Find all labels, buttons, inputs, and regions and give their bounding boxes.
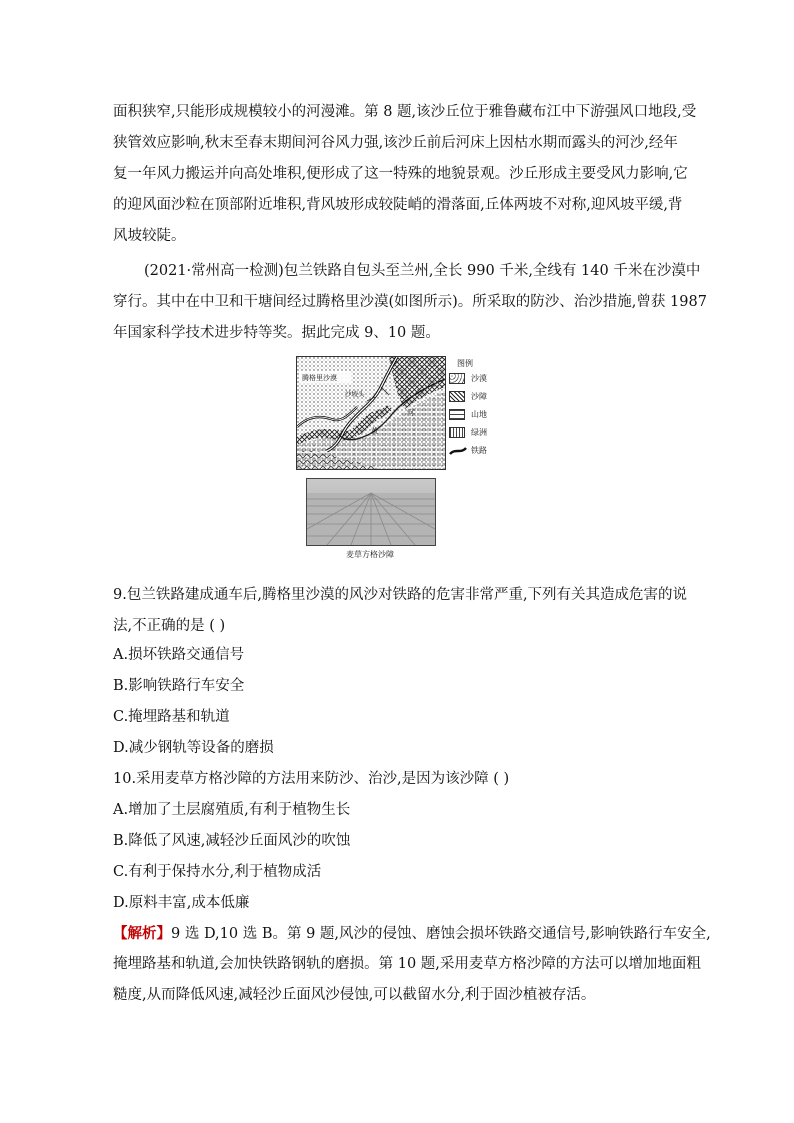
intro-line: 的迎风面沙粒在顶部附近堆积,背风坡形成较陡峭的滑落面,丘体两坡不对称,迎风坡平缓,背 [113, 197, 683, 213]
analysis-line: 掩埋路基和轨道,会加快铁路钢轨的磨损。第 10 题,采用麦草方格沙障的方法可以增加地面粗 [113, 956, 701, 972]
legend-label: 绿洲 [471, 428, 487, 437]
map-graphic [297, 357, 445, 469]
map-label-river-b: 黄 [371, 427, 378, 435]
analysis-text: 9 选 D,10 选 B。第 9 题,风沙的侵蚀、磨蚀会损坏铁路交通信号,影响铁路行车安全, [171, 926, 711, 942]
q9-option-d: D.减少钢轨等设备的磨损 [113, 740, 274, 756]
intro-line: 面积狭窄,只能形成规模较小的河漫滩。第 8 题,该沙丘位于雅鲁藏布江中下游强风口地段,受 [113, 104, 697, 120]
intro-line: 风坡较陡。 [113, 228, 186, 244]
map-legend [447, 356, 517, 468]
passage-line: 穿行。其中在中卫和干塘间经过腾格里沙漠(如图所示)。所采取的防沙、治沙措施,曾获 1987 [113, 294, 707, 310]
mountain-swatch [449, 409, 465, 420]
analysis-line [113, 918, 711, 950]
legend-item-mountain [449, 408, 519, 422]
legend-label: 沙漠 [471, 374, 487, 383]
oasis-swatch [449, 427, 465, 438]
map-label-town: 沙坡头 [345, 390, 365, 398]
desert-swatch [449, 373, 465, 384]
q10-stem: 10.采用麦草方格沙障的方法用来防沙、治沙,是因为该沙障 ( ) [113, 771, 510, 787]
legend-item-oasis [449, 426, 519, 440]
q10-option-b: B.降低了风速,减轻沙丘面风沙的吹蚀 [113, 833, 351, 849]
intro-line: 复一年风力搬运并向高处堆积,便形成了这一特殊的地貌景观。沙丘形成主要受风力影响,它 [113, 166, 688, 182]
intro-line: 狭管效应影响,秋末至春末期间河谷风力强,该沙丘前后河床上因枯水期而露头的河沙,经年 [113, 135, 678, 151]
q10-option-c: C.有利于保持水分,利于植物成活 [113, 864, 322, 880]
straw-grid-image [307, 479, 435, 545]
q9-option-c: C.掩埋路基和轨道 [113, 709, 230, 725]
map-label-river-a: 河 [407, 409, 414, 417]
legend-item-desert [449, 372, 519, 386]
passage-line: 年国家科学技术进步特等奖。据此完成 9、10 题。 [113, 325, 440, 341]
legend-label: 沙障 [471, 392, 487, 401]
legend-label: 铁路 [471, 446, 487, 455]
q10-option-a: A.增加了土层腐殖质,有利于植物生长 [113, 802, 351, 818]
legend-item-railway [449, 444, 519, 458]
straw-grid-photo [306, 478, 436, 546]
legend-item-barrier [449, 390, 519, 404]
q9-stem-line: 法,不正确的是 ( ) [113, 618, 226, 634]
q9-option-a: A.损坏铁路交通信号 [113, 647, 245, 663]
analysis-line: 糙度,从而降低风速,减轻沙丘面风沙侵蚀,可以截留水分,利于固沙植被存活。 [113, 987, 596, 1003]
barrier-swatch [449, 391, 465, 402]
legend-label: 山地 [471, 410, 487, 419]
q9-option-b: B.影响铁路行车安全 [113, 678, 245, 694]
analysis-tag: 【解析】 [113, 925, 171, 942]
legend-title: 图例 [457, 359, 473, 368]
railway-map [296, 356, 446, 470]
photo-caption: 麦草方格沙障 [346, 550, 394, 559]
map-label-desert: 腾格里沙漠 [302, 374, 337, 382]
railway-line-icon [449, 446, 467, 456]
q9-stem-line: 9.包兰铁路建成通车后,腾格里沙漠的风沙对铁路的危害非常严重,下列有关其造成危害的说 [113, 587, 688, 603]
passage-line: (2021·常州高一检测)包兰铁路自包头至兰州,全长 990 千米,全线有 140 千米在沙漠中 [144, 263, 701, 279]
q10-option-d: D.原料丰富,成本低廉 [113, 895, 250, 911]
